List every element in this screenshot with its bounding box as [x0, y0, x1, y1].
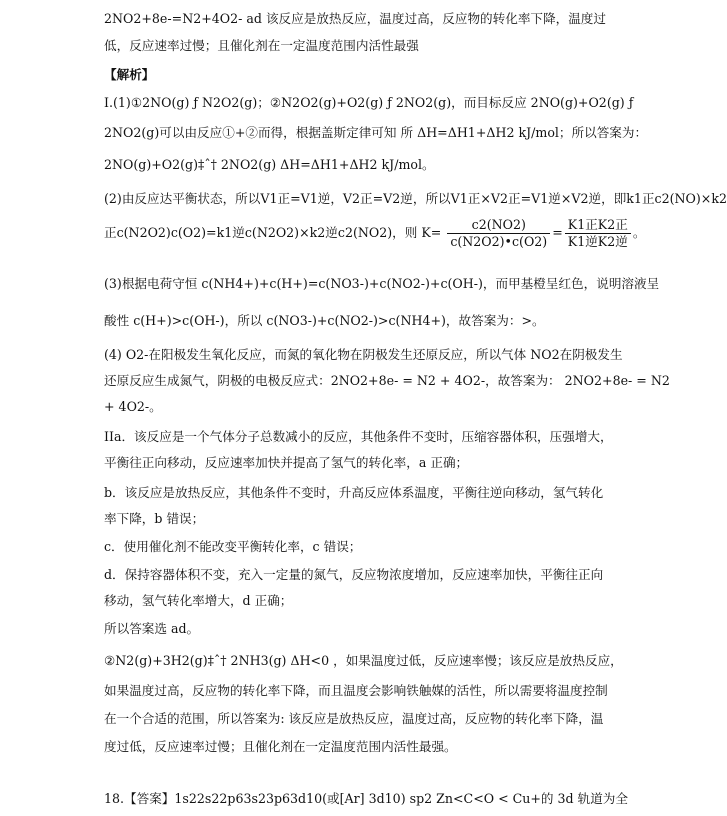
analysis-line-6: 2NO(g)+O2(g)‡ˆ† 2NO2(g) ΔH=ΔH1+ΔH2 kJ/mol。 [104, 157, 435, 172]
analysis-line-14: IIa．该反应是一个气体分子总数减小的反应，其他条件不变时，压缩容器体积，压强增大， [104, 429, 613, 444]
fraction-numerator: c2(NO2) [447, 217, 550, 234]
analysis-line-9: (3)根据电荷守恒 c(NH4+)+c(H+)=c(NO3-)+c(NO2-)+c(OH-)，而甲基橙呈红色，说明溶液呈 [104, 276, 660, 291]
analysis-line-24: 在一个合适的范围，所以答案为: 该反应是放热反应，温度过高，反应物的转化率下降，温 [104, 711, 604, 726]
fraction-rate-constants [565, 217, 631, 250]
analysis-line-11: (4) O2-在阳极发生氧化反应，而氮的氧化物在阴极发生还原反应，所以气体 NO2在阴极发生 [104, 347, 623, 362]
eq-equals: = [552, 225, 563, 240]
analysis-line-18: c．使用催化剂不能改变平衡转化率，c 错误； [104, 539, 362, 554]
analysis-line-22: ②N2(g)+3H2(g)‡ˆ† 2NH3(g) ΔH<0 ，如果温度过低，反应速率慢；该反应是放热反应， [104, 653, 623, 668]
eq-text-prefix: 正c(N2O2)c(O2)=k1逆c(N2O2)×k2逆c2(NO2)，则 K= [104, 225, 442, 240]
equilibrium-constant-line [104, 214, 646, 252]
analysis-line-7: (2)由反应达平衡状态，所以V1正=V1逆，V2正=V2逆，所以V1正×V2正=V1逆×V2逆，即k1正c2(NO)×k2 [104, 191, 727, 206]
eq-end: 。 [632, 225, 646, 240]
answer-18-line: 18.【答案】1s22s22p63s23p63d10(或[Ar] 3d10) sp2 Zn<C<O < Cu+的 3d 轨道为全 [104, 791, 628, 806]
answer-line-2: 低，反应速率过慢；且催化剂在一定温度范围内活性最强 [104, 38, 419, 53]
analysis-line-4: I.(1)①2NO(g) ƒ N2O2(g)；②N2O2(g)+O2(g) ƒ 2NO2(g)，而目标反应 2NO(g)+O2(g) ƒ [104, 95, 634, 110]
answer-line-1: 2NO2+8e-=N2+4O2- ad 该反应是放热反应，温度过高，反应物的转化率下降，温度过 [104, 11, 606, 26]
analysis-line-17: 率下降，b 错误； [104, 511, 205, 526]
analysis-line-20: 移动，氢气转化率增大，d 正确； [104, 593, 293, 608]
analysis-line-16: b．该反应是放热反应，其他条件不变时，升高反应体系温度，平衡往逆向移动，氢气转化 [104, 485, 604, 500]
fraction-k-numerator: K1正K2正 [565, 217, 631, 234]
analysis-line-10: 酸性 c(H+)>c(OH-)，所以 c(NO3-)+c(NO2-)>c(NH4+)，故答案为：>。 [104, 313, 545, 328]
fraction-k-denominator: K1逆K2逆 [567, 234, 628, 249]
analysis-line-15: 平衡往正向移动，反应速率加快并提高了氢气的转化率，a 正确； [104, 455, 469, 470]
analysis-line-21: 所以答案选 ad。 [104, 621, 200, 636]
analysis-line-23: 如果温度过高，反应物的转化率下降，而且温度会影响铁触媒的活性，所以需要将温度控制 [104, 683, 608, 698]
analysis-line-13: + 4O2-。 [104, 399, 162, 414]
analysis-line-5: 2NO2(g)可以由反应①+②而得，根据盖斯定律可知 所 ΔH=ΔH1+ΔH2 kJ/mol；所以答案为： [104, 125, 648, 140]
analysis-line-12: 还原反应生成氮气，阴极的电极反应式：2NO2+8e- = N2 + 4O2-，故答案为： 2NO2+8e- = N2 [104, 373, 670, 388]
fraction-concentration [447, 217, 550, 250]
fraction-denominator: c(N2O2)•c(O2) [450, 234, 548, 249]
analysis-line-19: d．保持容器体积不变，充入一定量的氮气，反应物浓度增加，反应速率加快，平衡往正向 [104, 567, 604, 582]
analysis-line-25: 度过低，反应速率过慢；且催化剂在一定温度范围内活性最强。 [104, 739, 457, 754]
analysis-heading: 【解析】 [104, 67, 155, 82]
